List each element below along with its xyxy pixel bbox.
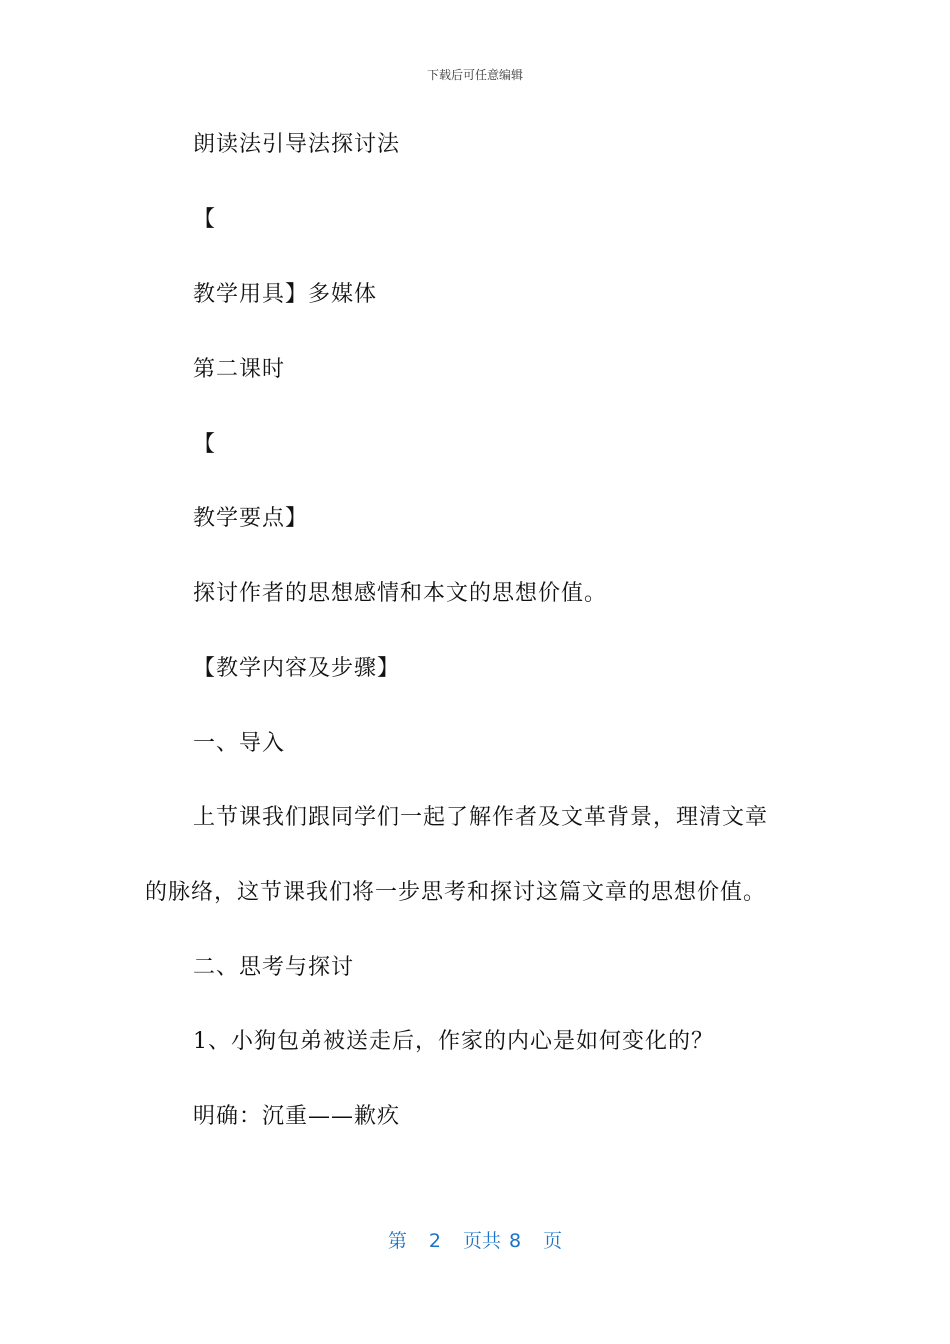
answer-1: 明确：沉重——歉疚: [193, 1104, 401, 1129]
paragraph-bracket-open-2: 【: [193, 432, 217, 457]
section-heading-intro: 一、导入: [193, 731, 286, 756]
footer-label-end: 页: [543, 1230, 563, 1252]
paragraph-second-lesson: 第二课时: [193, 357, 286, 382]
paragraph-intro-line-1: 上节课我们跟同学们一起了解作者及文革背景，理清文章: [193, 805, 769, 830]
paragraph-teaching-methods: 朗读法引导法探讨法: [193, 132, 401, 157]
footer-total-pages: 8: [509, 1230, 522, 1252]
page-footer: [0, 1226, 950, 1253]
paragraph-bracket-open-1: 【: [193, 207, 217, 232]
paragraph-points-content: 探讨作者的思想感情和本文的思想价值。: [193, 581, 608, 606]
paragraph-content-steps: 【教学内容及步骤】: [193, 656, 401, 681]
section-heading-discussion: 二、思考与探讨: [193, 955, 355, 980]
footer-label-total: 页共: [462, 1230, 501, 1252]
question-1: 1、小狗包弟被送走后，作家的内心是如何变化的？: [193, 1029, 714, 1054]
page-header: 下载后可任意编辑: [426, 68, 523, 82]
footer-label-page: 第: [387, 1230, 407, 1252]
paragraph-intro-line-2: 的脉络，这节课我们将一步思考和探讨这篇文章的思想价值。: [145, 880, 767, 905]
paragraph-teaching-points: 教学要点】: [193, 506, 309, 531]
footer-current-page: 2: [428, 1230, 441, 1252]
paragraph-teaching-tools: 教学用具】多媒体: [193, 282, 378, 307]
